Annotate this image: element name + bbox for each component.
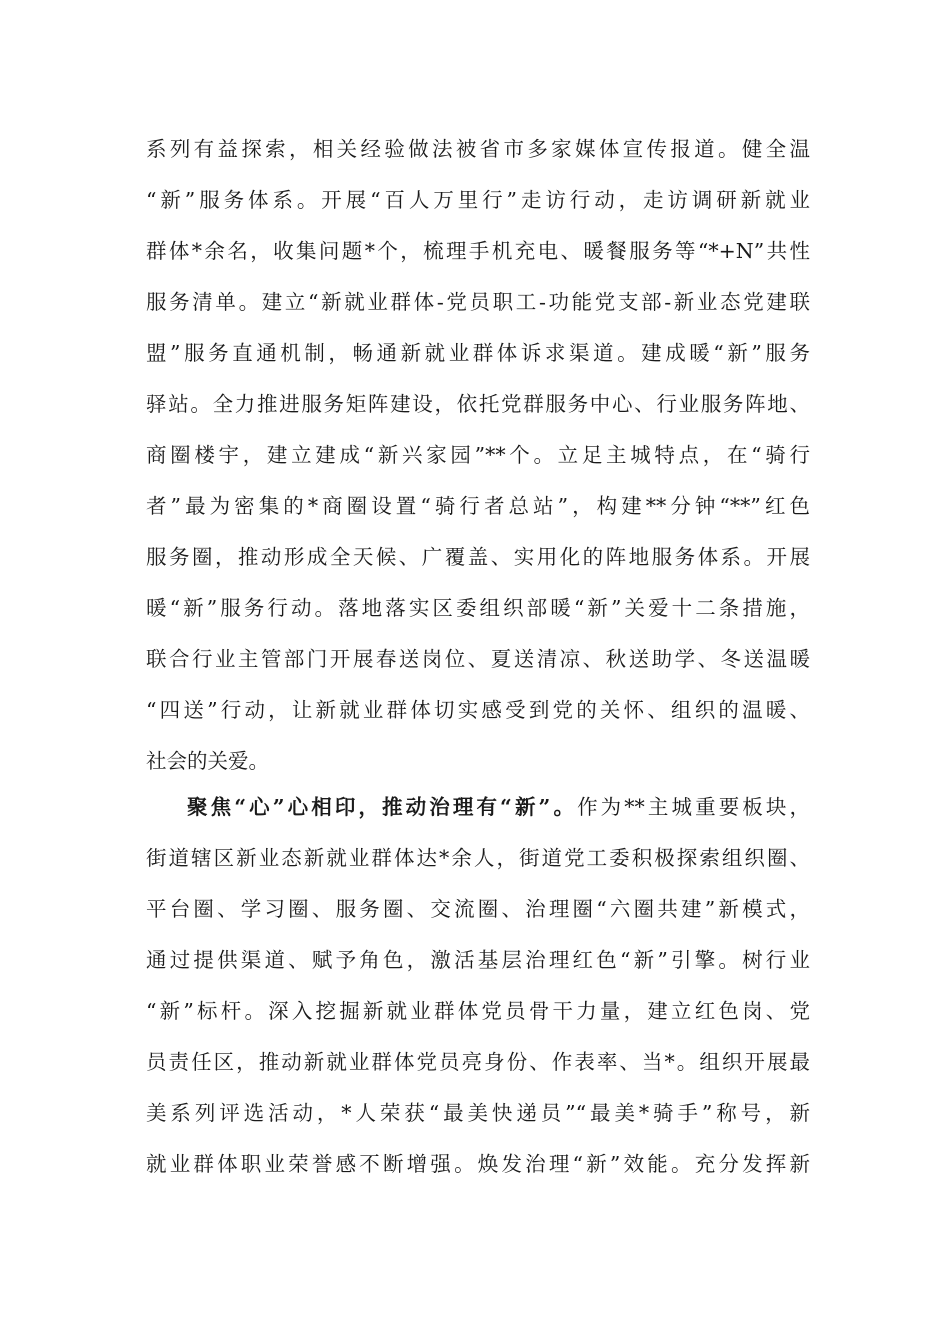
text-line: 群体*余名，收集问题*个，梳理手机充电、暖餐服务等“*+N”共性	[146, 239, 810, 263]
text-line: 服务清单。建立“新就业群体-党员职工-功能党支部-新业态党建联	[146, 290, 810, 314]
text-run: 作为**主城重要板块，	[577, 795, 811, 819]
text-line: “四送”行动，让新就业群体切实感受到党的关怀、组织的温暖、	[146, 698, 810, 722]
text-line: 员责任区，推动新就业群体党员亮身份、作表率、当*。组织开展最	[146, 1050, 810, 1074]
paragraph-1	[146, 124, 810, 787]
text-line: 服务圈，推动形成全天候、广覆盖、实用化的阵地服务体系。开展	[146, 545, 810, 569]
text-line: 系列有益探索，相关经验做法被省市多家媒体宣传报道。健全温	[146, 137, 810, 161]
text-line: 盟”服务直通机制，畅通新就业群体诉求渠道。建成暖“新”服务	[146, 341, 810, 365]
text-line: 社会的关爱。	[146, 749, 269, 773]
text-line: “新”服务体系。开展“百人万里行”走访行动，走访调研新就业	[146, 188, 810, 212]
text-line: 暖“新”服务行动。落地落实区委组织部暖“新”关爱十二条措施，	[146, 596, 810, 620]
text-line: 驿站。全力推进服务矩阵建设，依托党群服务中心、行业服务阵地、	[146, 392, 810, 416]
text-line: 者”最为密集的*商圈设置“骑行者总站”，构建**分钟“**”红色	[146, 494, 810, 518]
text-line: 商圈楼宇，建立建成“新兴家园”**个。立足主城特点，在“骑行	[146, 443, 810, 467]
text-line: 联合行业主管部门开展春送岗位、夏送清凉、秋送助学、冬送温暖	[146, 647, 810, 671]
text-line: 就业群体职业荣誉感不断增强。焕发治理“新”效能。充分发挥新	[146, 1152, 810, 1176]
text-line: 通过提供渠道、赋予角色，激活基层治理红色“新”引擎。树行业	[146, 948, 810, 972]
paragraph-2	[146, 782, 810, 1190]
text-line: “新”标杆。深入挖掘新就业群体党员骨干力量，建立红色岗、党	[146, 999, 810, 1023]
paragraph-heading: 聚焦“心”心相印，推动治理有“新”。	[187, 795, 578, 819]
text-line: 平台圈、学习圈、服务圈、交流圈、治理圈“六圈共建”新模式，	[146, 897, 810, 921]
text-line: 街道辖区新业态新就业群体达*余人，街道党工委积极探索组织圈、	[146, 846, 810, 870]
text-line: 美系列评选活动，*人荣获“最美快递员”“最美*骑手”称号，新	[146, 1101, 810, 1125]
paragraph-first-line	[146, 782, 810, 833]
